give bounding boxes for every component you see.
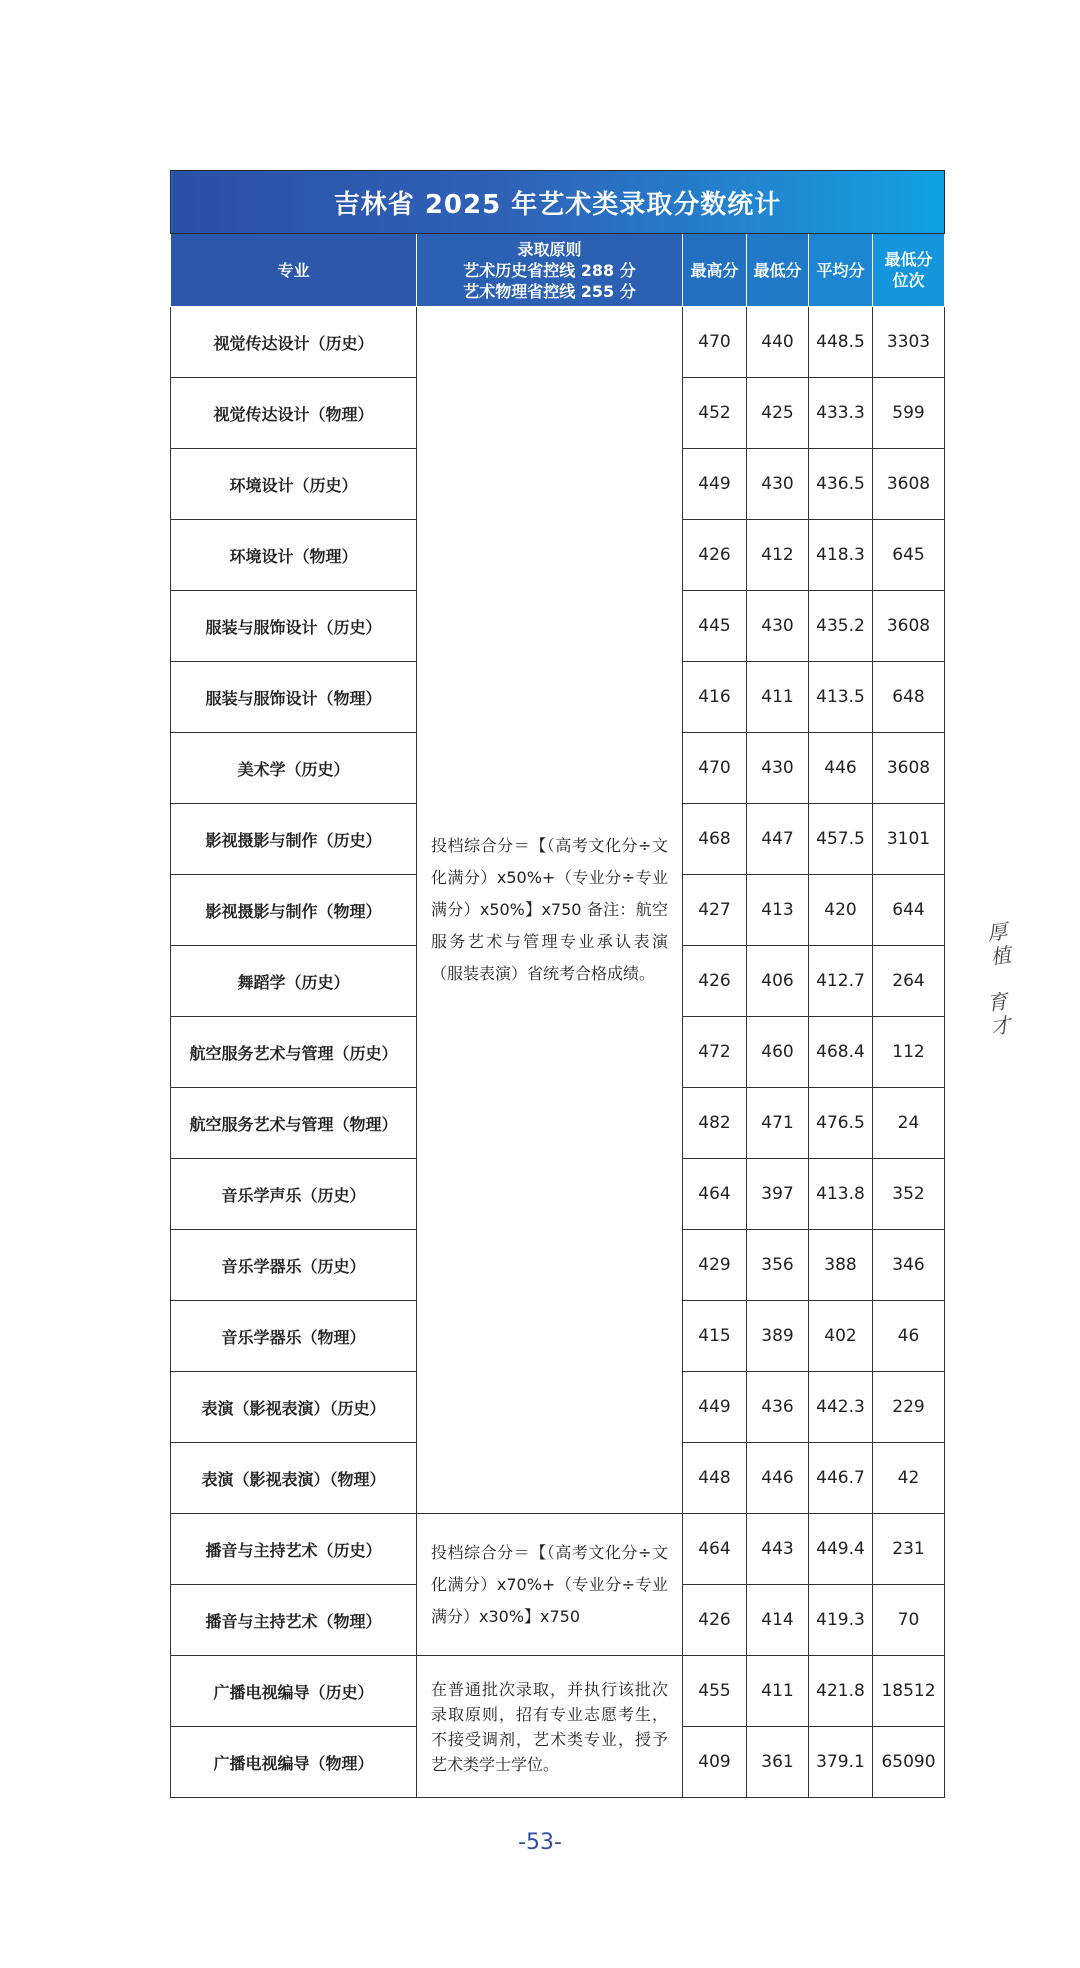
max-score-cell: 449 bbox=[683, 1372, 747, 1443]
major-cell: 播音与主持艺术（物理） bbox=[171, 1585, 417, 1656]
avg-score-cell: 421.8 bbox=[809, 1656, 873, 1727]
avg-score-cell: 448.5 bbox=[809, 307, 873, 378]
admission-score-table bbox=[170, 170, 945, 1798]
min-score-cell: 440 bbox=[747, 307, 809, 378]
page-number: -53- bbox=[518, 1830, 562, 1855]
min-score-cell: 425 bbox=[747, 378, 809, 449]
min-score-cell: 460 bbox=[747, 1017, 809, 1088]
min-score-cell: 389 bbox=[747, 1301, 809, 1372]
min-rank-cell: 645 bbox=[873, 520, 945, 591]
max-score-cell: 464 bbox=[683, 1514, 747, 1585]
admission-table-container bbox=[170, 170, 944, 1798]
header-min-rank bbox=[873, 234, 945, 307]
major-cell: 环境设计（物理） bbox=[171, 520, 417, 591]
avg-score-cell: 388 bbox=[809, 1230, 873, 1301]
min-rank-cell: 229 bbox=[873, 1372, 945, 1443]
motto-char: 才 bbox=[989, 1012, 1013, 1040]
major-cell: 影视摄影与制作（物理） bbox=[171, 875, 417, 946]
major-cell: 音乐学声乐（历史） bbox=[171, 1159, 417, 1230]
min-rank-cell: 65090 bbox=[873, 1727, 945, 1798]
motto-char: 育 bbox=[985, 988, 1009, 1016]
max-score-cell: 455 bbox=[683, 1656, 747, 1727]
min-score-cell: 406 bbox=[747, 946, 809, 1017]
table-body bbox=[171, 307, 945, 1798]
motto-seal-bottom bbox=[981, 988, 1017, 1040]
min-rank-cell: 112 bbox=[873, 1017, 945, 1088]
avg-score-cell: 419.3 bbox=[809, 1585, 873, 1656]
motto-char: 厚 bbox=[985, 918, 1009, 946]
major-cell: 影视摄影与制作（历史） bbox=[171, 804, 417, 875]
max-score-cell: 426 bbox=[683, 520, 747, 591]
major-cell: 表演（影视表演）（物理） bbox=[171, 1443, 417, 1514]
major-cell: 服装与服饰设计（历史） bbox=[171, 591, 417, 662]
max-score-cell: 426 bbox=[683, 946, 747, 1017]
max-score-cell: 448 bbox=[683, 1443, 747, 1514]
min-rank-cell: 42 bbox=[873, 1443, 945, 1514]
major-cell: 视觉传达设计（历史） bbox=[171, 307, 417, 378]
max-score-cell: 452 bbox=[683, 378, 747, 449]
avg-score-cell: 413.8 bbox=[809, 1159, 873, 1230]
min-score-cell: 436 bbox=[747, 1372, 809, 1443]
major-cell: 广播电视编导（历史） bbox=[171, 1656, 417, 1727]
min-rank-cell: 231 bbox=[873, 1514, 945, 1585]
avg-score-cell: 433.3 bbox=[809, 378, 873, 449]
max-score-cell: 416 bbox=[683, 662, 747, 733]
admission-rule-cell: 在普通批次录取，并执行该批次录取原则，招有专业志愿考生，不接受调剂，艺术类专业，授予艺术类学士学位。 bbox=[417, 1656, 683, 1798]
avg-score-cell: 449.4 bbox=[809, 1514, 873, 1585]
avg-score-cell: 446 bbox=[809, 733, 873, 804]
min-score-cell: 430 bbox=[747, 591, 809, 662]
max-score-cell: 470 bbox=[683, 307, 747, 378]
motto-char: 植 bbox=[989, 942, 1013, 970]
avg-score-cell: 468.4 bbox=[809, 1017, 873, 1088]
header-rule-line2: 艺术历史省控线 288 分 bbox=[463, 260, 636, 280]
major-cell: 环境设计（历史） bbox=[171, 449, 417, 520]
max-score-cell: 482 bbox=[683, 1088, 747, 1159]
major-cell: 视觉传达设计（物理） bbox=[171, 378, 417, 449]
min-score-cell: 430 bbox=[747, 449, 809, 520]
min-score-cell: 413 bbox=[747, 875, 809, 946]
header-rule-line1: 录取原则 bbox=[517, 239, 582, 259]
avg-score-cell: 457.5 bbox=[809, 804, 873, 875]
max-score-cell: 464 bbox=[683, 1159, 747, 1230]
avg-score-cell: 412.7 bbox=[809, 946, 873, 1017]
major-cell: 表演（影视表演）（历史） bbox=[171, 1372, 417, 1443]
max-score-cell: 415 bbox=[683, 1301, 747, 1372]
min-rank-cell: 264 bbox=[873, 946, 945, 1017]
avg-score-cell: 476.5 bbox=[809, 1088, 873, 1159]
max-score-cell: 429 bbox=[683, 1230, 747, 1301]
max-score-cell: 409 bbox=[683, 1727, 747, 1798]
major-cell: 广播电视编导（物理） bbox=[171, 1727, 417, 1798]
table-title: 吉林省 2025 年艺术类录取分数统计 bbox=[171, 171, 945, 234]
min-rank-cell: 599 bbox=[873, 378, 945, 449]
avg-score-cell: 379.1 bbox=[809, 1727, 873, 1798]
min-rank-cell: 24 bbox=[873, 1088, 945, 1159]
header-rank-line2: 位次 bbox=[892, 271, 925, 290]
min-score-cell: 411 bbox=[747, 1656, 809, 1727]
max-score-cell: 449 bbox=[683, 449, 747, 520]
avg-score-cell: 446.7 bbox=[809, 1443, 873, 1514]
major-cell: 音乐学器乐（物理） bbox=[171, 1301, 417, 1372]
header-max-score: 最高分 bbox=[683, 234, 747, 307]
min-score-cell: 414 bbox=[747, 1585, 809, 1656]
min-score-cell: 397 bbox=[747, 1159, 809, 1230]
major-cell: 舞蹈学（历史） bbox=[171, 946, 417, 1017]
avg-score-cell: 418.3 bbox=[809, 520, 873, 591]
header-major: 专业 bbox=[171, 234, 417, 307]
avg-score-cell: 442.3 bbox=[809, 1372, 873, 1443]
min-score-cell: 411 bbox=[747, 662, 809, 733]
min-rank-cell: 3608 bbox=[873, 591, 945, 662]
header-admission-rule bbox=[417, 234, 683, 307]
major-cell: 美术学（历史） bbox=[171, 733, 417, 804]
max-score-cell: 472 bbox=[683, 1017, 747, 1088]
min-rank-cell: 644 bbox=[873, 875, 945, 946]
major-cell: 航空服务艺术与管理（历史） bbox=[171, 1017, 417, 1088]
min-score-cell: 446 bbox=[747, 1443, 809, 1514]
avg-score-cell: 402 bbox=[809, 1301, 873, 1372]
min-rank-cell: 648 bbox=[873, 662, 945, 733]
min-score-cell: 471 bbox=[747, 1088, 809, 1159]
header-rank-line1: 最低分 bbox=[884, 250, 933, 269]
major-cell: 服装与服饰设计（物理） bbox=[171, 662, 417, 733]
max-score-cell: 426 bbox=[683, 1585, 747, 1656]
max-score-cell: 470 bbox=[683, 733, 747, 804]
header-row bbox=[171, 234, 945, 307]
major-cell: 播音与主持艺术（历史） bbox=[171, 1514, 417, 1585]
motto-seal-top bbox=[981, 918, 1017, 970]
min-rank-cell: 70 bbox=[873, 1585, 945, 1656]
min-score-cell: 361 bbox=[747, 1727, 809, 1798]
min-rank-cell: 346 bbox=[873, 1230, 945, 1301]
min-score-cell: 356 bbox=[747, 1230, 809, 1301]
min-rank-cell: 18512 bbox=[873, 1656, 945, 1727]
max-score-cell: 445 bbox=[683, 591, 747, 662]
max-score-cell: 427 bbox=[683, 875, 747, 946]
table-row bbox=[171, 1514, 945, 1585]
min-rank-cell: 3608 bbox=[873, 449, 945, 520]
min-rank-cell: 352 bbox=[873, 1159, 945, 1230]
avg-score-cell: 420 bbox=[809, 875, 873, 946]
table-row bbox=[171, 307, 945, 378]
header-rule-line3: 艺术物理省控线 255 分 bbox=[463, 281, 636, 301]
min-score-cell: 447 bbox=[747, 804, 809, 875]
admission-rule-cell: 投档综合分＝【（高考文化分÷文化满分）x50%+（专业分÷专业满分）x50%】x750 备注：航空服务艺术与管理专业承认表演（服装表演）省统考合格成绩。 bbox=[417, 307, 683, 1514]
min-score-cell: 443 bbox=[747, 1514, 809, 1585]
min-rank-cell: 3608 bbox=[873, 733, 945, 804]
avg-score-cell: 436.5 bbox=[809, 449, 873, 520]
min-rank-cell: 46 bbox=[873, 1301, 945, 1372]
min-rank-cell: 3101 bbox=[873, 804, 945, 875]
major-cell: 航空服务艺术与管理（物理） bbox=[171, 1088, 417, 1159]
header-min-score: 最低分 bbox=[747, 234, 809, 307]
avg-score-cell: 413.5 bbox=[809, 662, 873, 733]
min-rank-cell: 3303 bbox=[873, 307, 945, 378]
max-score-cell: 468 bbox=[683, 804, 747, 875]
admission-rule-cell: 投档综合分＝【（高考文化分÷文化满分）x70%+（专业分÷专业满分）x30%】x750 bbox=[417, 1514, 683, 1656]
table-row bbox=[171, 1656, 945, 1727]
major-cell: 音乐学器乐（历史） bbox=[171, 1230, 417, 1301]
header-avg-score: 平均分 bbox=[809, 234, 873, 307]
avg-score-cell: 435.2 bbox=[809, 591, 873, 662]
min-score-cell: 412 bbox=[747, 520, 809, 591]
min-score-cell: 430 bbox=[747, 733, 809, 804]
